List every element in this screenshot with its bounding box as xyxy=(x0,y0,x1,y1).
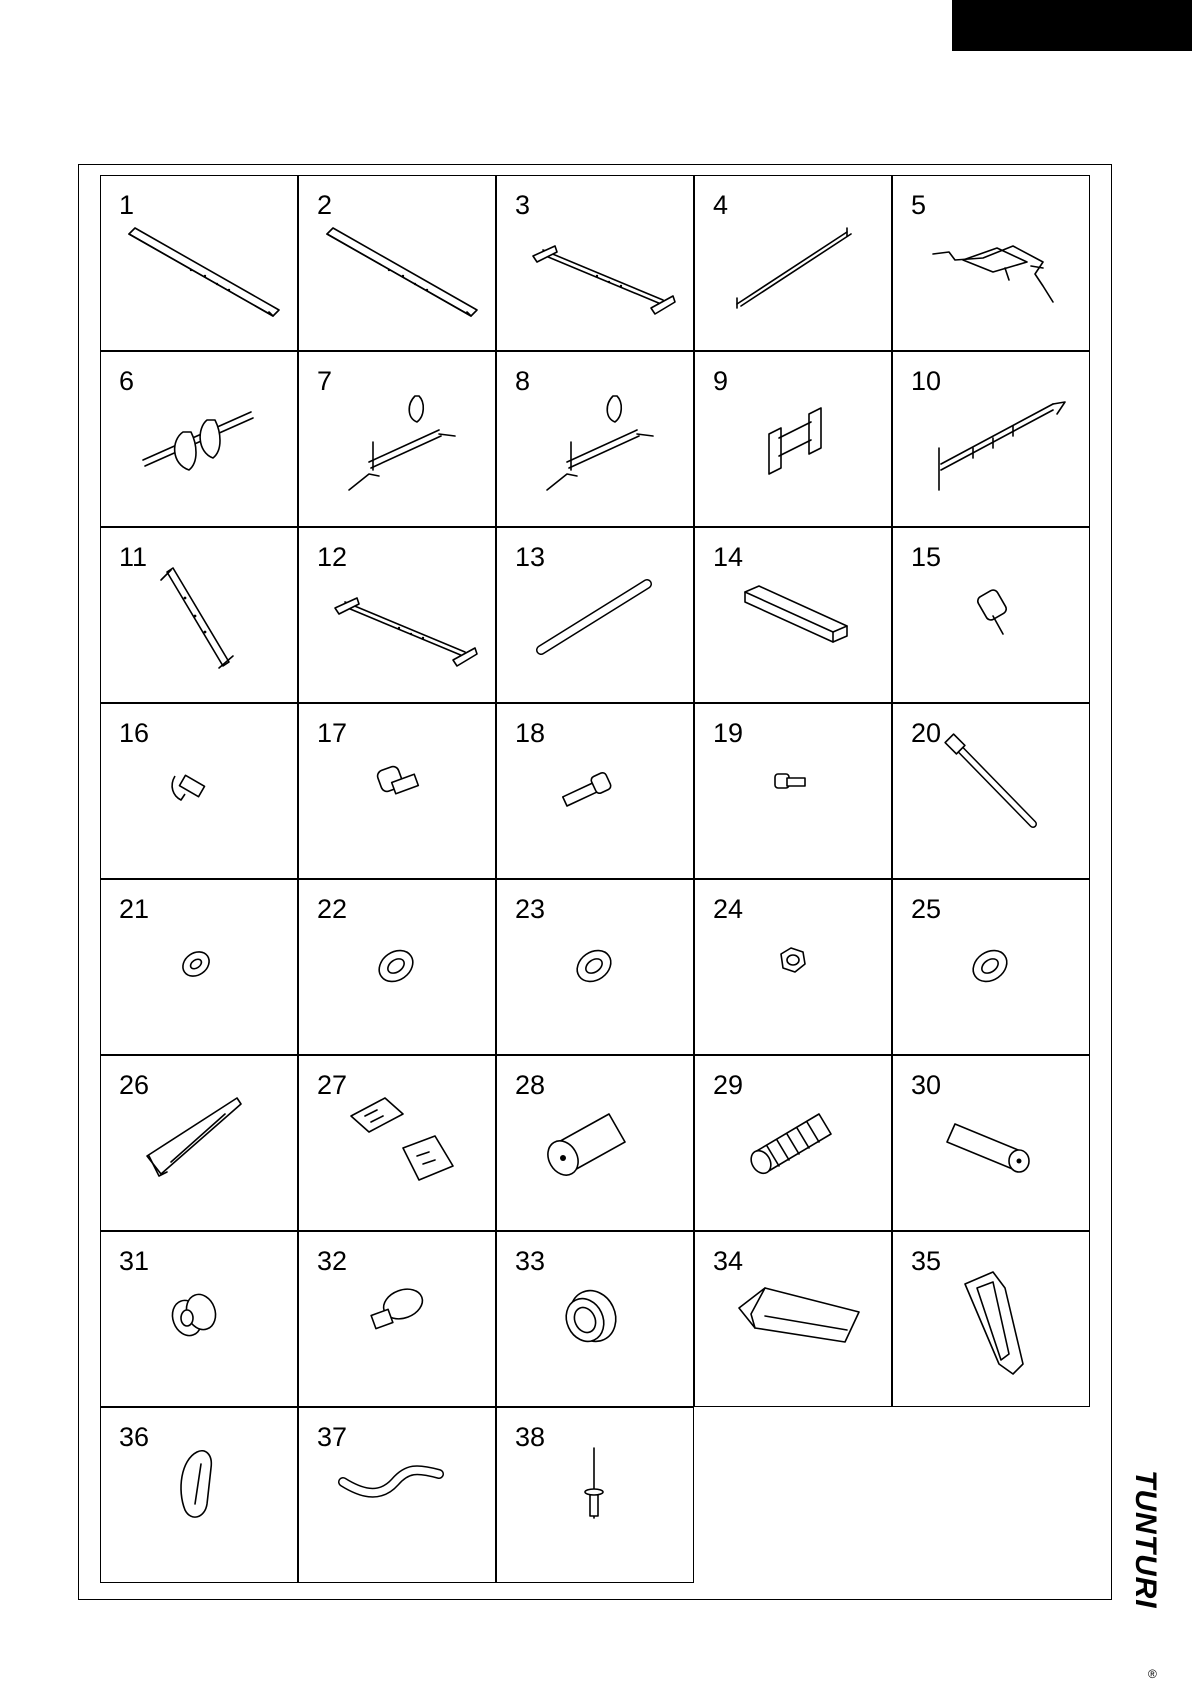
part-number: 11 xyxy=(119,542,148,572)
part-cell xyxy=(892,175,1090,351)
cover-cap-icon xyxy=(695,1232,893,1408)
part-cell xyxy=(496,1407,694,1583)
washer-icon xyxy=(299,880,497,1056)
part-cell xyxy=(298,1231,496,1407)
part-cell xyxy=(298,879,496,1055)
short-bolt-icon xyxy=(695,704,893,880)
part-number: 31 xyxy=(119,1246,150,1276)
registered-mark: ® xyxy=(1148,1667,1157,1681)
button-bolt-icon xyxy=(101,704,299,880)
part-cell xyxy=(298,1407,496,1583)
part-number: 10 xyxy=(911,366,942,396)
part-cell xyxy=(100,175,298,351)
long-fork-frame-icon xyxy=(893,352,1091,528)
washer-icon xyxy=(497,880,695,1056)
bracket-frame-icon xyxy=(497,352,695,528)
part-cell xyxy=(100,703,298,879)
part-cell xyxy=(496,1055,694,1231)
part-cell xyxy=(298,1055,496,1231)
part-number: 18 xyxy=(515,718,546,748)
part-cell xyxy=(892,351,1090,527)
flat-rail-icon xyxy=(299,176,497,352)
bracket-frame-icon xyxy=(299,352,497,528)
part-number: 4 xyxy=(713,190,729,220)
part-cell xyxy=(892,1231,1090,1407)
rivet-icon xyxy=(497,1408,695,1584)
part-cell xyxy=(298,351,496,527)
part-number: 1 xyxy=(119,190,135,220)
part-number: 30 xyxy=(911,1070,942,1100)
part-cell xyxy=(496,527,694,703)
part-number: 8 xyxy=(515,366,531,396)
part-number: 35 xyxy=(911,1246,942,1276)
part-cell xyxy=(694,527,892,703)
part-cell xyxy=(496,879,694,1055)
round-tube-icon xyxy=(497,528,695,704)
part-number: 2 xyxy=(317,190,333,220)
part-cell xyxy=(298,175,496,351)
end-caps-icon xyxy=(299,1056,497,1232)
flat-rail-icon xyxy=(101,176,299,352)
part-number: 23 xyxy=(515,894,546,924)
hex-socket-bolt-icon xyxy=(497,704,695,880)
shroud-cover-icon xyxy=(893,1232,1091,1408)
part-cell xyxy=(100,1407,298,1583)
brand-logo: TUNTURI xyxy=(1129,1470,1162,1609)
axle-plates-icon xyxy=(101,352,299,528)
part-cell xyxy=(100,1231,298,1407)
part-cell xyxy=(496,351,694,527)
foam-roller-icon xyxy=(497,1056,695,1232)
part-cell xyxy=(298,527,496,703)
thin-rail-icon xyxy=(695,176,893,352)
long-bolt-icon xyxy=(893,704,1091,880)
mount-bracket-icon xyxy=(695,352,893,528)
part-number: 34 xyxy=(713,1246,744,1276)
part-number: 15 xyxy=(911,542,942,572)
grip-roller-icon xyxy=(695,1056,893,1232)
frame-bar-icon xyxy=(497,176,695,352)
part-cell xyxy=(892,879,1090,1055)
triangle-handle-icon xyxy=(101,1056,299,1232)
part-number: 19 xyxy=(713,718,744,748)
upright-bar-icon xyxy=(101,528,299,704)
part-number: 29 xyxy=(713,1070,744,1100)
part-number: 32 xyxy=(317,1246,348,1276)
foam-grip-icon xyxy=(893,1056,1091,1232)
part-number: 22 xyxy=(317,894,348,924)
part-number: 13 xyxy=(515,542,546,572)
part-cell xyxy=(496,1231,694,1407)
part-cell xyxy=(694,1055,892,1231)
part-cell xyxy=(892,527,1090,703)
part-number: 7 xyxy=(317,366,333,396)
part-cell xyxy=(694,175,892,351)
part-number: 14 xyxy=(713,542,744,572)
part-cell xyxy=(496,175,694,351)
bushing-icon xyxy=(101,1232,299,1408)
foot-plug-icon xyxy=(299,1232,497,1408)
carabiner-icon xyxy=(101,1408,299,1584)
socket-screw-icon xyxy=(893,528,1091,704)
corner-tab xyxy=(952,0,1192,51)
part-number: 3 xyxy=(515,190,531,220)
part-cell xyxy=(298,703,496,879)
part-number: 27 xyxy=(317,1070,348,1100)
part-number: 33 xyxy=(515,1246,546,1276)
part-number: 36 xyxy=(119,1422,150,1452)
part-cell xyxy=(694,703,892,879)
part-cell xyxy=(100,1055,298,1231)
washer-icon xyxy=(893,880,1091,1056)
part-number: 37 xyxy=(317,1422,348,1452)
shoulder-bolt-icon xyxy=(299,704,497,880)
part-cell xyxy=(100,527,298,703)
part-number: 38 xyxy=(515,1422,546,1452)
part-number: 17 xyxy=(317,718,348,748)
part-number: 16 xyxy=(119,718,150,748)
hex-nut-icon xyxy=(695,880,893,1056)
part-cell xyxy=(496,703,694,879)
part-cell xyxy=(892,1055,1090,1231)
part-cell xyxy=(892,703,1090,879)
part-number: 25 xyxy=(911,894,942,924)
small-washer-icon xyxy=(101,880,299,1056)
part-number: 12 xyxy=(317,542,348,572)
part-number: 9 xyxy=(713,366,729,396)
part-number: 6 xyxy=(119,366,135,396)
part-cell xyxy=(694,1231,892,1407)
part-number: 20 xyxy=(911,718,942,748)
part-number: 26 xyxy=(119,1070,150,1100)
ribbed-bushing-icon xyxy=(497,1232,695,1408)
frame-bar-icon xyxy=(299,528,497,704)
part-cell xyxy=(100,879,298,1055)
part-number: 28 xyxy=(515,1070,546,1100)
part-number: 5 xyxy=(911,190,927,220)
part-number: 21 xyxy=(119,894,150,924)
part-cell xyxy=(694,879,892,1055)
part-cell xyxy=(694,351,892,527)
part-number: 24 xyxy=(713,894,744,924)
angle-plate-icon xyxy=(695,528,893,704)
bent-handle-icon xyxy=(299,1408,497,1584)
part-cell xyxy=(100,351,298,527)
bent-frame-icon xyxy=(893,176,1091,352)
